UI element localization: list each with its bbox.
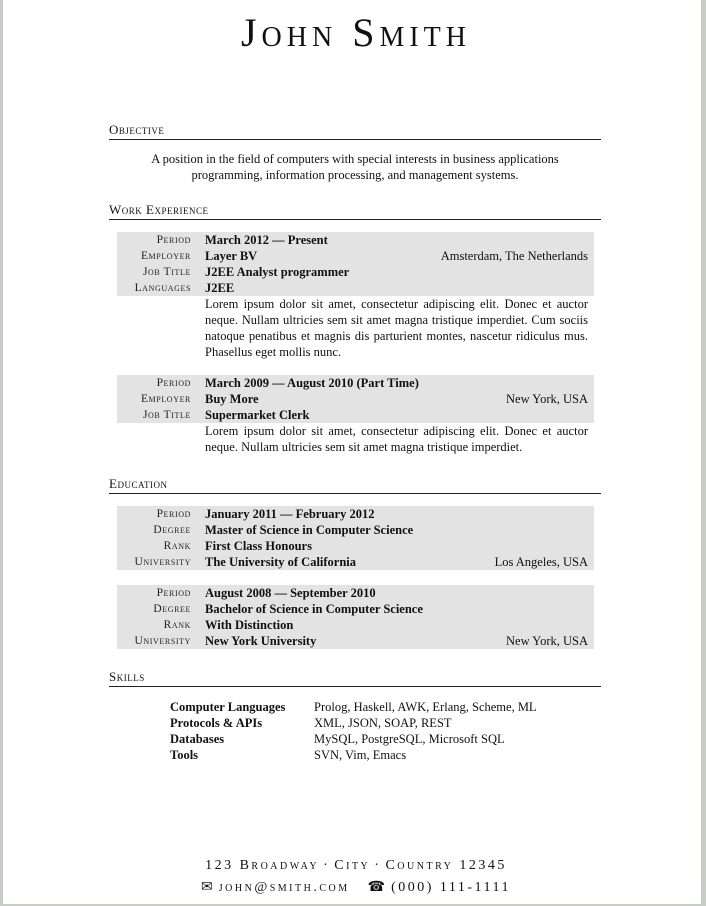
university-row	[117, 554, 594, 570]
degree-value: Bachelor of Science in Computer Science	[205, 602, 423, 616]
street-address: 123 Broadway	[205, 858, 320, 873]
languages-label: Languages	[134, 282, 191, 294]
work-heading: Work Experience	[109, 203, 601, 220]
education-entry	[117, 506, 594, 570]
period-row	[117, 232, 594, 248]
skill-row	[170, 747, 537, 763]
job-entry	[117, 232, 594, 360]
employer-row	[117, 391, 594, 407]
job-description: Lorem ipsum dolor sit amet, consectetur adipiscing elit. Donec et auctor neque. Nullam ultricies sem sit amet magna tristique imperdiet. Cum sociis natoque penatibus et magnis dis parturient montes, nascetur ridiculus mus. Phasellus eget mollis nunc.	[205, 297, 588, 359]
period-value: March 2012 — Present	[205, 233, 328, 247]
objective-text	[109, 151, 601, 183]
employer-row	[117, 248, 594, 264]
rank-value: With Distinction	[205, 618, 294, 632]
rank-label: Rank	[163, 540, 191, 552]
period-row	[117, 585, 594, 601]
envelope-icon: ✉	[201, 880, 213, 895]
objective-heading: Objective	[109, 123, 601, 140]
skill-category: Computer Languages	[170, 700, 286, 714]
degree-value: Master of Science in Computer Science	[205, 523, 414, 537]
languages-row	[117, 280, 594, 296]
degree-label: Degree	[153, 524, 191, 536]
skill-value: SVN, Vim, Emacs	[314, 748, 407, 762]
address-line	[3, 858, 706, 874]
skill-category: Protocols & APIs	[170, 716, 263, 730]
separator: ·	[323, 858, 331, 873]
skill-category: Databases	[170, 732, 225, 746]
contact-line	[3, 879, 706, 896]
degree-label: Degree	[153, 603, 191, 615]
skill-value: MySQL, PostgreSQL, Microsoft SQL	[314, 732, 505, 746]
location: Los Angeles, USA	[494, 555, 588, 569]
period-row	[117, 506, 594, 522]
skill-value: Prolog, Haskell, AWK, Erlang, Scheme, ML	[314, 700, 537, 714]
employer-value: Layer BV	[205, 249, 258, 263]
jobtitle-value: Supermarket Clerk	[205, 408, 310, 422]
rank-label: Rank	[163, 619, 191, 631]
employer-value: Buy More	[205, 392, 259, 406]
period-label: Period	[156, 508, 191, 520]
skills-list	[170, 699, 537, 763]
phone: (000) 111-1111	[391, 880, 511, 895]
location: Amsterdam, The Netherlands	[440, 249, 588, 263]
education-heading: Education	[109, 477, 601, 494]
languages-value: J2EE	[205, 281, 235, 295]
university-row	[117, 633, 594, 649]
education-entry	[117, 585, 594, 649]
telephone-icon: ☎	[367, 880, 386, 895]
degree-row	[117, 522, 594, 538]
rank-row	[117, 617, 594, 633]
period-label: Period	[156, 377, 191, 389]
rank-row	[117, 538, 594, 554]
university-label: University	[134, 635, 191, 647]
university-value: The University of California	[205, 555, 357, 569]
location: New York, USA	[506, 634, 588, 648]
degree-row	[117, 601, 594, 617]
skill-category: Tools	[170, 748, 199, 762]
university-value: New York University	[205, 634, 317, 648]
jobtitle-label: Job Title	[142, 266, 191, 278]
employer-label: Employer	[140, 393, 191, 405]
city: City	[334, 858, 371, 873]
university-label: University	[134, 556, 191, 568]
skill-row	[170, 731, 537, 747]
skill-row	[170, 699, 537, 715]
period-label: Period	[156, 587, 191, 599]
jobtitle-row	[117, 407, 594, 423]
period-value: August 2008 — September 2010	[205, 586, 376, 600]
period-value: January 2011 — February 2012	[205, 507, 375, 521]
email[interactable]: john@smith.com	[218, 880, 350, 895]
jobtitle-value: J2EE Analyst programmer	[205, 265, 350, 279]
rank-value: First Class Honours	[205, 539, 312, 553]
skill-row	[170, 715, 537, 731]
period-value: March 2009 — August 2010 (Part Time)	[205, 376, 419, 390]
country: Country 12345	[385, 858, 507, 873]
skills-heading: Skills	[109, 670, 601, 687]
job-description: Lorem ipsum dolor sit amet, consectetur adipiscing elit. Donec et auctor neque. Nullam ultricies sem sit amet magna tristique imperdiet.	[205, 424, 588, 454]
location: New York, USA	[506, 392, 588, 406]
jobtitle-row	[117, 264, 594, 280]
separator: ·	[374, 858, 382, 873]
candidate-name: John Smith	[240, 10, 472, 55]
period-label: Period	[156, 234, 191, 246]
job-entry	[117, 375, 594, 455]
period-row	[117, 375, 594, 391]
objective-line: programming, information processing, and management systems.	[191, 168, 519, 182]
employer-label: Employer	[140, 250, 191, 262]
objective-line: A position in the field of computers with special interests in business applications	[151, 152, 559, 166]
skill-value: XML, JSON, SOAP, REST	[314, 716, 452, 730]
jobtitle-label: Job Title	[142, 409, 191, 421]
